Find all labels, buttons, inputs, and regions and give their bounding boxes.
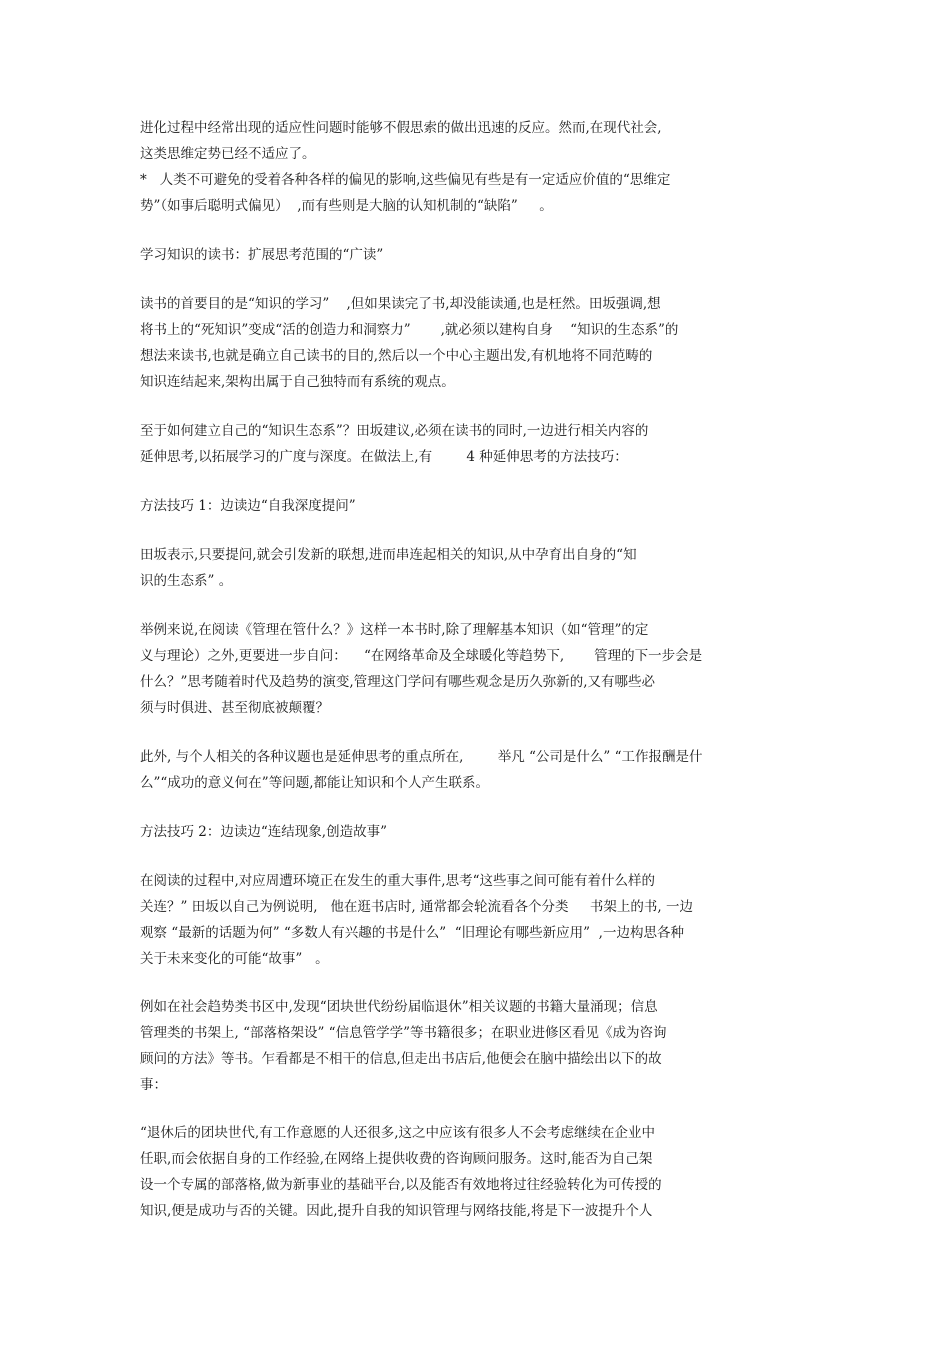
text-line: 此外, 与个人相关的各种议题也是延伸思考的重点所在, 举凡 “公司是什么” “工作报酬是什 xyxy=(140,749,703,765)
text-line: 延伸思考,以拓展学习的广度与深度。在做法上,有 4 种延伸思考的方法技巧： xyxy=(140,449,628,465)
text-line: 义与理论）之外,更要进一步自问： “在网络革命及全球暖化等趋势下, 管理的下一步会是 xyxy=(140,648,703,664)
text-line: 将书上的“死知识”变成“活的创造力和洞察力” ,就必须以建构自身 “知识的生态系”的 xyxy=(140,322,679,338)
text-line: 在阅读的过程中,对应周遭环境正在发生的重大事件,思考“这些事之间可能有着什么样的 xyxy=(140,873,655,889)
text-line: 举例来说,在阅读《管理在管什么？》这样一本书时,除了理解基本知识（如“管理”的定 xyxy=(140,622,649,638)
text-line: 例如在社会趋势类书区中,发现“团块世代纷纷届临退休”相关议题的书籍大量涌现；信息 xyxy=(140,999,658,1015)
text-line: 至于如何建立自己的“知识生态系”？田坂建议,必须在读书的同时,一边进行相关内容的 xyxy=(140,423,649,439)
text-line: 关连？” 田坂以自己为例说明, 他在逛书店时, 通常都会轮流看各个分类 书架上的书, 一边 xyxy=(140,899,693,915)
text-line: * 人类不可避免的受着各种各样的偏见的影响,这些偏见有些是有一定适应价值的“思维定 xyxy=(140,172,671,188)
text-line: 须与时俱进、甚至彻底被颠覆？ xyxy=(140,700,329,716)
section-heading: 方法技巧 2：边读边“连结现象,创造故事” xyxy=(140,824,387,840)
text-line: 知识,便是成功与否的关键。因此,提升自我的知识管理与网络技能,将是下一波提升个人 xyxy=(140,1203,653,1219)
text-line: 么”“成功的意义何在”等问题,都能让知识和个人产生联系。 xyxy=(140,775,489,791)
text-line: 知识连结起来,架构出属于自己独特而有系统的观点。 xyxy=(140,374,455,390)
text-line: 读书的首要目的是“知识的学习” ,但如果读完了书,却没能读通,也是枉然。田坂强调,想 xyxy=(140,296,661,312)
text-line: 事： xyxy=(140,1077,167,1093)
text-line: 观察 “最新的话题为何” “多数人有兴趣的书是什么” “旧理论有哪些新应用” ,一边构思各种 xyxy=(140,925,684,941)
text-line: 什么？”思考随着时代及趋势的演变,管理这门学问有哪些观念是历久弥新的,又有哪些必 xyxy=(140,674,655,690)
text-line: 设一个专属的部落格,做为新事业的基础平台,以及能否有效地将过往经验转化为可传授的 xyxy=(140,1177,662,1193)
text-line: 进化过程中经常出现的适应性问题时能够不假思索的做出迅速的反应。然而,在现代社会, xyxy=(140,120,662,136)
text-line: 势”（如事后聪明式偏见） ,而有些则是大脑的认知机制的“缺陷” 。 xyxy=(140,198,553,214)
section-heading: 方法技巧 1：边读边“自我深度提问” xyxy=(140,498,356,514)
text-line: 顾问的方法》等书。乍看都是不相干的信息,但走出书店后,他便会在脑中描绘出以下的故 xyxy=(140,1051,662,1067)
text-line: 田坂表示,只要提问,就会引发新的联想,进而串连起相关的知识,从中孕育出自身的“知 xyxy=(140,547,637,563)
text-line: 这类思维定势已经不适应了。 xyxy=(140,146,316,162)
text-line: 想法来读书,也就是确立自己读书的目的,然后以一个中心主题出发,有机地将不同范畴的 xyxy=(140,348,653,364)
text-line: “退休后的团块世代,有工作意愿的人还很多,这之中应该有很多人不会考虑继续在企业中 xyxy=(140,1125,655,1141)
text-line: 识的生态系” 。 xyxy=(140,573,233,589)
text-line: 管理类的书架上, “部落格架设” “信息管学学”等书籍很多；在职业进修区看见《成为咨询 xyxy=(140,1025,667,1041)
section-heading: 学习知识的读书：扩展思考范围的“广读” xyxy=(140,247,384,263)
text-line: 任职,而会依据自身的工作经验,在网络上提供收费的咨询顾问服务。这时,能否为自己架 xyxy=(140,1151,653,1167)
text-line: 关于未来变化的可能“故事” 。 xyxy=(140,951,329,967)
